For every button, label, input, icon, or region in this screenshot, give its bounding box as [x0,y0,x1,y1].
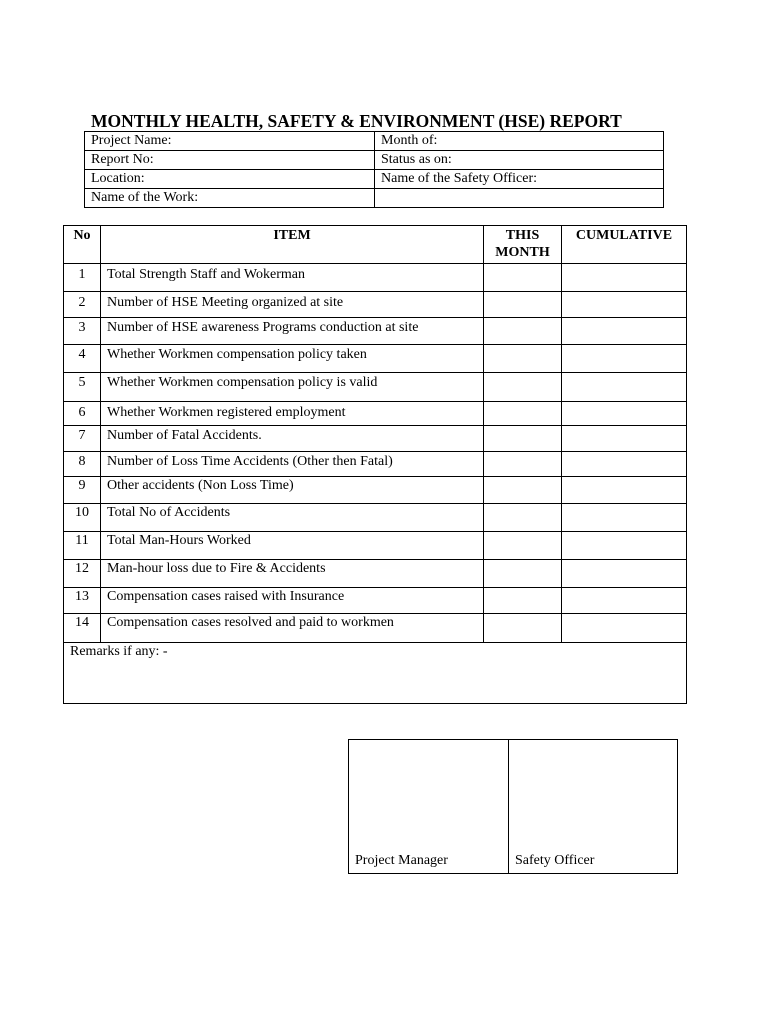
row-no: 7 [64,426,101,452]
header-no: No [64,226,101,264]
table-row [64,560,687,588]
table-row [64,264,687,292]
row-no: 6 [64,402,101,426]
table-row [64,402,687,426]
row-this-month-cell[interactable] [484,318,562,345]
report-no-label: Report No: [85,151,375,170]
row-this-month-cell[interactable] [484,402,562,426]
table-row [64,477,687,504]
month-of-label: Month of: [375,132,664,151]
row-item: Total Man-Hours Worked [101,532,484,560]
header-this-month-line1: THIS [505,228,540,243]
table-row [64,373,687,402]
row-this-month-cell[interactable] [484,504,562,532]
row-cumulative-cell[interactable] [562,532,687,560]
row-item: Whether Workmen registered employment [101,402,484,426]
row-cumulative-cell[interactable] [562,452,687,477]
row-cumulative-cell[interactable] [562,504,687,532]
row-no: 14 [64,614,101,643]
project-info-table [84,131,664,208]
row-cumulative-cell[interactable] [562,477,687,504]
remarks-field[interactable] [64,643,687,704]
row-cumulative-cell[interactable] [562,614,687,643]
table-row [64,292,687,318]
row-this-month-cell[interactable] [484,345,562,373]
row-no: 3 [64,318,101,345]
row-cumulative-cell[interactable] [562,560,687,588]
table-row [64,452,687,477]
table-row [64,318,687,345]
project-manager-signature[interactable] [349,740,509,874]
remarks-label: Remarks if any: - [70,644,168,659]
work-name-label: Name of the Work: [85,189,375,208]
row-no: 12 [64,560,101,588]
row-item: Number of HSE Meeting organized at site [101,292,484,318]
row-item: Number of Fatal Accidents. [101,426,484,452]
row-item: Whether Workmen compensation policy is valid [101,373,484,402]
row-this-month-cell[interactable] [484,532,562,560]
row-cumulative-cell[interactable] [562,373,687,402]
row-item: Whether Workmen compensation policy taken [101,345,484,373]
row-no: 9 [64,477,101,504]
row-no: 2 [64,292,101,318]
table-row [64,504,687,532]
row-no: 1 [64,264,101,292]
safety-officer-label: Safety Officer [515,853,595,868]
row-item: Total No of Accidents [101,504,484,532]
row-item: Man-hour loss due to Fire & Accidents [101,560,484,588]
row-item: Other accidents (Non Loss Time) [101,477,484,504]
row-item: Compensation cases resolved and paid to workmen [101,614,484,643]
signature-table [348,739,678,874]
header-this-month-line2: MONTH [495,245,550,260]
row-cumulative-cell[interactable] [562,402,687,426]
row-this-month-cell[interactable] [484,560,562,588]
row-item: Number of HSE awareness Programs conduction at site [101,318,484,345]
safety-officer-signature[interactable] [509,740,678,874]
row-item: Total Strength Staff and Wokerman [101,264,484,292]
table-row [64,588,687,614]
safety-officer-name-label: Name of the Safety Officer: [375,170,664,189]
table-row [64,345,687,373]
row-this-month-cell[interactable] [484,477,562,504]
row-this-month-cell[interactable] [484,373,562,402]
report-title: MONTHLY HEALTH, SAFETY & ENVIRONMENT (HSE) REPORT [91,111,622,131]
row-cumulative-cell[interactable] [562,345,687,373]
row-no: 5 [64,373,101,402]
location-label: Location: [85,170,375,189]
row-this-month-cell[interactable] [484,452,562,477]
work-name-value [375,189,664,208]
row-no: 10 [64,504,101,532]
header-this-month [484,226,562,264]
row-cumulative-cell[interactable] [562,292,687,318]
row-cumulative-cell[interactable] [562,318,687,345]
table-row [64,426,687,452]
row-cumulative-cell[interactable] [562,588,687,614]
project-manager-label: Project Manager [355,853,448,868]
row-no: 4 [64,345,101,373]
table-row [64,614,687,643]
row-cumulative-cell[interactable] [562,426,687,452]
status-as-on-label: Status as on: [375,151,664,170]
row-cumulative-cell[interactable] [562,264,687,292]
row-no: 11 [64,532,101,560]
project-name-label: Project Name: [85,132,375,151]
row-this-month-cell[interactable] [484,426,562,452]
row-no: 8 [64,452,101,477]
row-this-month-cell[interactable] [484,264,562,292]
header-cumulative: CUMULATIVE [562,226,687,264]
table-row [64,532,687,560]
row-no: 13 [64,588,101,614]
row-item: Compensation cases raised with Insurance [101,588,484,614]
hse-items-table [63,225,687,704]
header-item: ITEM [101,226,484,264]
row-this-month-cell[interactable] [484,588,562,614]
row-this-month-cell[interactable] [484,292,562,318]
row-item: Number of Loss Time Accidents (Other then Fatal) [101,452,484,477]
row-this-month-cell[interactable] [484,614,562,643]
